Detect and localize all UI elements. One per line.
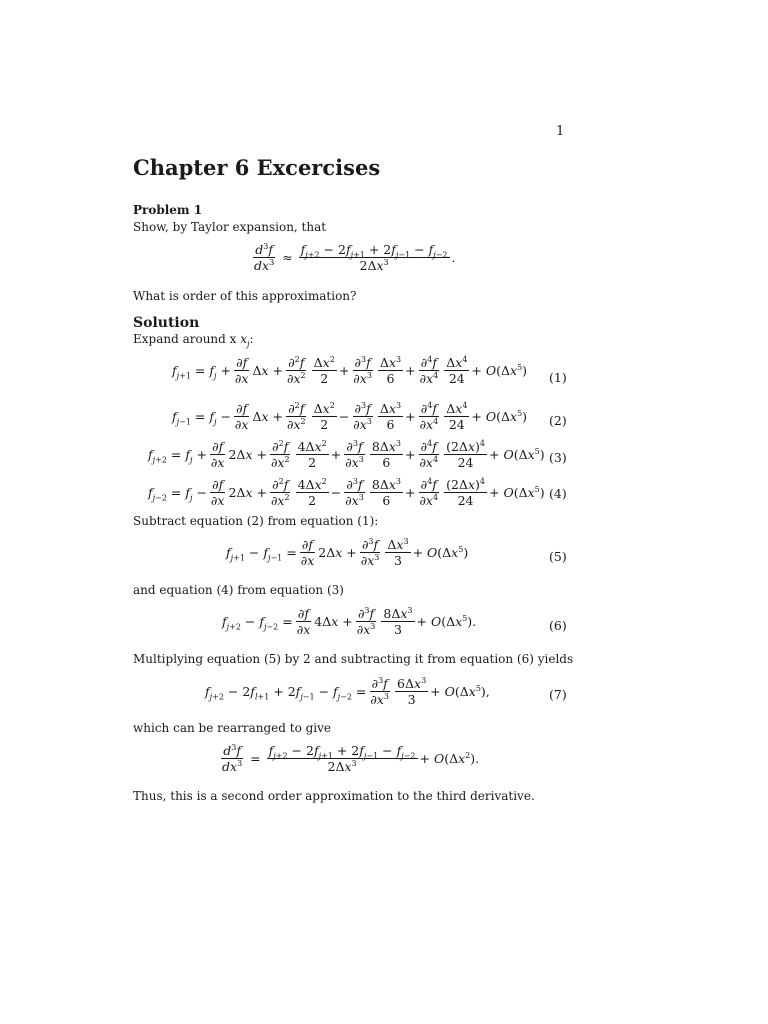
equation-number-3: (3) xyxy=(549,450,567,465)
equation-6: $f_{j+2} - f_{j-2}$ = $\frac{\partial f}{\partial x}$ 4Δx + $\frac{\partial^3f}{\partial x^3}$ $\frac{8\Delta x^3}{3}$ + $O(\Delta x^5)$. xyxy=(222,605,477,638)
equation-7: $f_{j+2} - 2f_{l+1} + 2f_{j-1} - f_{j-2}$ = $\frac{\partial^3f}{\partial x^3}$ $\frac{6\Delta x^3}{3}$ + $O(\Delta x^5)$, xyxy=(205,675,490,708)
and-text: and equation (4) from equation (3) xyxy=(133,583,344,597)
equation-5: $f_{j+1} - f_{j-1}$ = $\frac{\partial f}{\partial x}$ 2Δx + $\frac{\partial^3f}{\partial x^3}$ $\frac{\Delta x^3}{3}$ + $O(\Delta x^5)$ xyxy=(226,536,469,569)
expand-text: Expand around x $x_j$: xyxy=(133,332,254,349)
equation-number-5: (5) xyxy=(549,549,567,564)
problem-question: What is order of this approximation? xyxy=(133,289,357,303)
problem-intro: Show, by Taylor expansion, that xyxy=(133,220,327,234)
problem-heading: Problem 1 xyxy=(133,203,203,217)
solution-heading: Solution xyxy=(133,315,200,331)
problem-equation: $\frac{d^3f}{dx^3}$ ≈ $\frac{f_{j+2} - 2f_{j+1} + 2f_{j-1} - f_{j-2}}{2\Delta x^3}$ . xyxy=(254,241,456,274)
equation-2: $f_{j-1} = f_j$ − $\frac{\partial f}{\partial x}$ Δx + $\frac{\partial^2f}{\partial x^2}$ $\frac{\Delta x^2}{2}$ − $\frac{\partial^3f}{\partial x^3}$ $\frac{\Delta x^3}{6}$ + $\frac{\partial^4f}{\partial x^4}$ $\frac{\Delta x^4}{24}$ + $O(\Delta x^5)$ xyxy=(172,400,528,433)
equation-number-7: (7) xyxy=(549,687,567,702)
chapter-title: Chapter 6 Excercises xyxy=(133,155,381,180)
equation-number-2: (2) xyxy=(549,413,567,428)
equation-3: $f_{j+2} = f_j$ + $\frac{\partial f}{\partial x}$ 2Δx + $\frac{\partial^2f}{\partial x^2}$ $\frac{4\Delta x^2}{2}$ + $\frac{\partial^3f}{\partial x^3}$ $\frac{8\Delta x^3}{6}$ + $\frac{\partial^4f}{\partial x^4}$ $\frac{(2\Delta x)^4}{24}$ + $O(\Delta x^5)$ xyxy=(148,438,545,471)
equation-1: $f_{j+1} = f_j$ + $\frac{\partial f}{\partial x}$ Δx + $\frac{\partial^2f}{\partial x^2}$ $\frac{\Delta x^2}{2}$ + $\frac{\partial^3f}{\partial x^3}$ $\frac{\Delta x^3}{6}$ + $\frac{\partial^4f}{\partial x^4}$ $\frac{\Delta x^4}{24}$ + $O(\Delta x^5)$ xyxy=(172,354,528,387)
rearrange-text: which can be rearranged to give xyxy=(133,721,332,735)
equation-number-1: (1) xyxy=(549,370,567,385)
final-equation: $\frac{d^3f}{dx^3}$ = $\frac{f_{j+2} - 2f_{j+1} + 2f_{j-1} - f_{j-2}}{2\Delta x^3}$ + $O(\Delta x^2)$. xyxy=(222,742,480,775)
page-number: 1 xyxy=(556,124,565,139)
conclusion-text: Thus, this is a second order approximation to the third derivative. xyxy=(133,789,535,803)
multiply-text: Multiplying equation (5) by 2 and subtracting it from equation (6) yields xyxy=(133,652,574,666)
equation-number-4: (4) xyxy=(549,486,567,501)
equation-number-6: (6) xyxy=(549,618,567,633)
subtract-text: Subtract equation (2) from equation (1): xyxy=(133,514,379,528)
equation-4: $f_{j-2} = f_j$ − $\frac{\partial f}{\partial x}$ 2Δx + $\frac{\partial^2f}{\partial x^2}$ $\frac{4\Delta x^2}{2}$ − $\frac{\partial^3f}{\partial x^3}$ $\frac{8\Delta x^3}{6}$ + $\frac{\partial^4f}{\partial x^4}$ $\frac{(2\Delta x)^4}{24}$ + $O(\Delta x^5)$ xyxy=(148,476,545,509)
